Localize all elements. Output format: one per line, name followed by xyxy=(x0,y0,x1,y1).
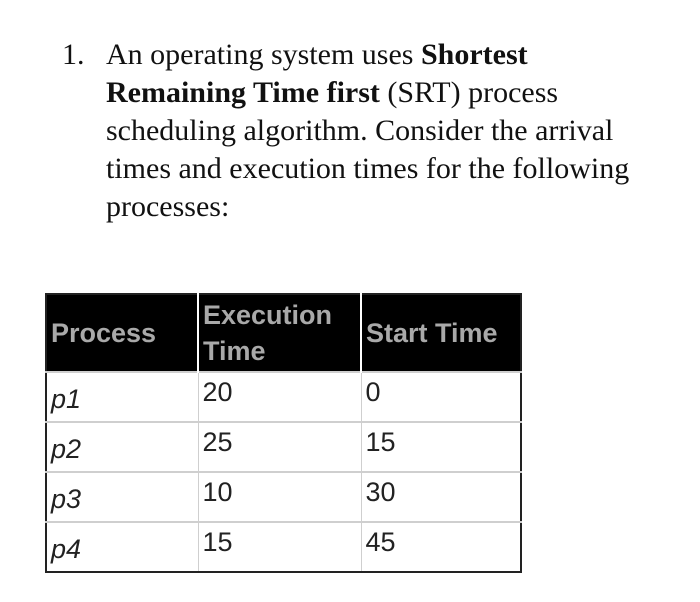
question-text-intro: An operating system uses xyxy=(106,38,421,71)
table-header-row xyxy=(46,294,521,372)
cell-execution-time: 25 xyxy=(198,422,361,472)
cell-process: p3 xyxy=(46,472,198,522)
cell-execution-time: 15 xyxy=(198,522,361,572)
question-number: 1. xyxy=(62,38,85,71)
cell-start-time: 0 xyxy=(361,372,521,422)
cell-execution-time: 10 xyxy=(198,472,361,522)
cell-start-time: 45 xyxy=(361,522,521,572)
table-row xyxy=(46,422,521,472)
cell-process: p4 xyxy=(46,522,198,572)
cell-process: p2 xyxy=(46,422,198,472)
header-start-time: Start Time xyxy=(361,294,521,372)
header-process: Process xyxy=(46,294,198,372)
question-text-rest: (SRT) process scheduling algorithm. Consider the arrival times and execution times for the following processes: xyxy=(106,76,630,223)
table-row xyxy=(46,472,521,522)
table-row xyxy=(46,522,521,572)
process-table xyxy=(45,293,522,573)
question-block xyxy=(62,36,642,226)
header-execution-time: Execution Time xyxy=(198,294,361,372)
cell-process: p1 xyxy=(46,372,198,422)
cell-start-time: 15 xyxy=(361,422,521,472)
cell-execution-time: 20 xyxy=(198,372,361,422)
table-row xyxy=(46,372,521,422)
question-text xyxy=(106,36,642,226)
question-text-bold: Shortest Remaining Time first xyxy=(106,38,528,109)
cell-start-time: 30 xyxy=(361,472,521,522)
